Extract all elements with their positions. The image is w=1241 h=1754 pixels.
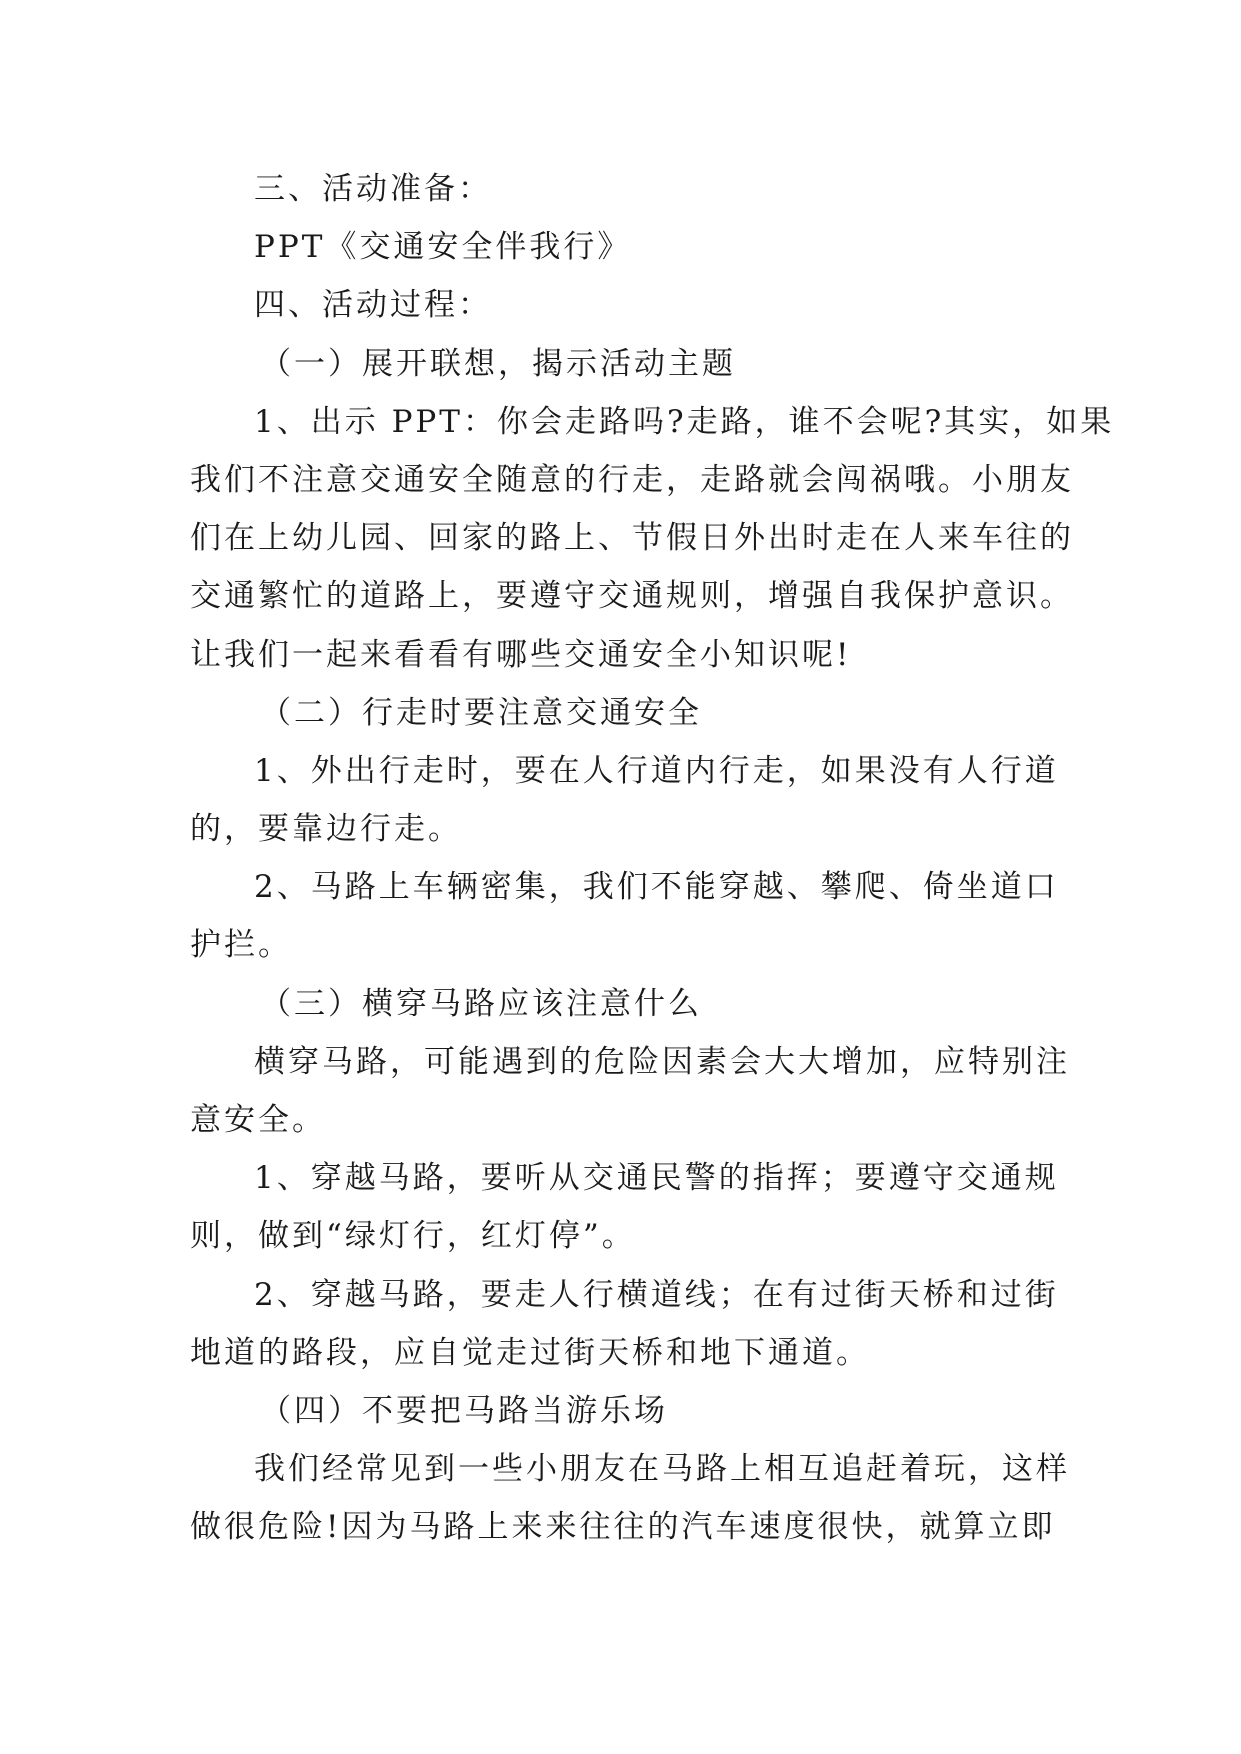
paragraph-line: PPT《交通安全伴我行》 <box>254 229 632 266</box>
paragraph-line: 我们不注意交通安全随意的行走，走路就会闯祸哦。小朋友 <box>190 461 1074 498</box>
document-body <box>190 160 1115 1557</box>
paragraph-line: 交通繁忙的道路上，要遵守交通规则，增强自我保护意识。 <box>190 578 1074 615</box>
paragraph-line: 1、出示 PPT：你会走路吗?走路，谁不会呢?其实，如果 <box>254 403 1115 440</box>
paragraph-line: 地道的路段，应自觉走过街天桥和地下通道。 <box>190 1334 870 1371</box>
subsection-heading: （一）展开联想，揭示活动主题 <box>260 345 736 382</box>
paragraph-line: 2、马路上车辆密集，我们不能穿越、攀爬、倚坐道口 <box>254 869 1059 906</box>
paragraph-line: 做很危险!因为马路上来来往往的汽车速度很快，就算立即 <box>190 1509 1056 1546</box>
paragraph-line: 1、穿越马路，要听从交通民警的指挥；要遵守交通规 <box>254 1160 1059 1197</box>
paragraph-line: 护拦。 <box>190 927 292 964</box>
paragraph-line: 1、外出行走时，要在人行道内行走，如果没有人行道 <box>254 752 1059 789</box>
subsection-heading: （三）横穿马路应该注意什么 <box>260 985 702 1022</box>
paragraph-line: 则，做到“绿灯行，红灯停”。 <box>190 1218 636 1255</box>
subsection-heading: （四）不要把马路当游乐场 <box>260 1392 668 1429</box>
paragraph-line: 我们经常见到一些小朋友在马路上相互追赶着玩，这样 <box>254 1451 1070 1488</box>
paragraph-line: 的，要靠边行走。 <box>190 811 462 848</box>
section-heading-preparation: 三、活动准备： <box>254 171 492 207</box>
section-heading-process: 四、活动过程： <box>254 287 492 324</box>
paragraph-line: 意安全。 <box>190 1102 326 1138</box>
paragraph-line: 横穿马路，可能遇到的危险因素会大大增加，应特别注 <box>254 1043 1070 1080</box>
subsection-heading: （二）行走时要注意交通安全 <box>260 694 702 731</box>
paragraph-line: 让我们一起来看看有哪些交通安全小知识呢! <box>190 636 852 673</box>
paragraph-line: 们在上幼儿园、回家的路上、节假日外出时走在人来车往的 <box>190 520 1074 557</box>
paragraph-line: 2、穿越马路，要走人行横道线；在有过街天桥和过街 <box>254 1276 1059 1313</box>
